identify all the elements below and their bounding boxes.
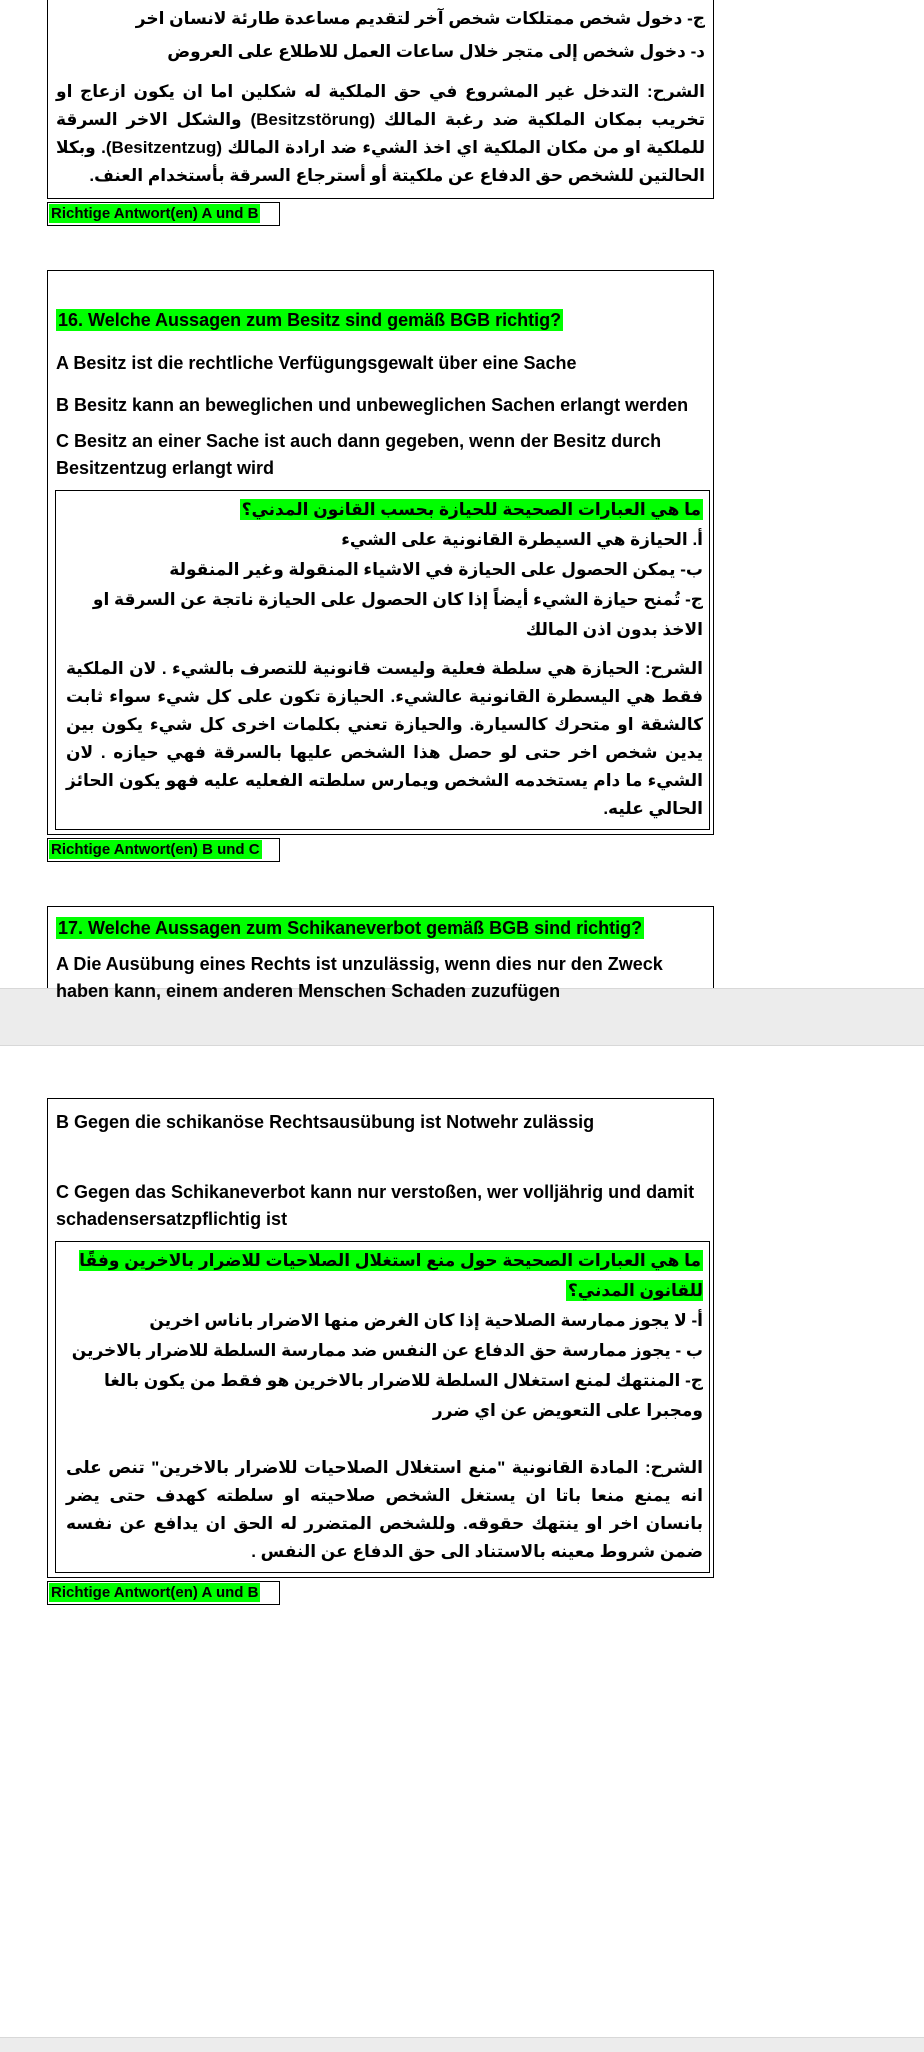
- q16-arabic-option-1: أ. الحيازة هي السيطرة القانونية على الشيء: [341, 530, 703, 549]
- q17-title-line: [48, 915, 713, 942]
- q17-explanation: الشرح: المادة القانونية "منع استغلال الصلاحيات للاضرار بالاخرين" تنص على انه يمنع منعا باتا ان يستغل الشخص صلاحيته او سلطته كهدف حتى يضر بانسان اخر او ينتهك حقوقه. وللشخص المتضرر له الحق ان يدافع عن نفسه ضمن شروط معينه بالاستناد الى حق الدفاع عن النفس .: [66, 1458, 703, 1561]
- document-page-1: [0, 0, 924, 1001]
- q15-correct-answer-label: Richtige Antwort(en) A und B: [51, 205, 259, 222]
- q16-arabic-question-line: [66, 495, 703, 525]
- q16-correct-answer-box: [47, 838, 280, 862]
- q15-arabic-option-d: د- دخول شخص إلى متجر خلال ساعات العمل للاطلاع على العروض: [167, 42, 705, 61]
- q16-option-c: C Besitz an einer Sache ist auch dann gegeben, wenn der Besitz durch Besitzentzug erlangt wird: [56, 431, 662, 478]
- q17-option-c: C Gegen das Schikaneverbot kann nur verstoßen, wer volljährig und damit schadensersatzpflichtig ist: [56, 1182, 695, 1229]
- question-15-arabic-section: [47, 0, 714, 199]
- q17-arabic-section: [55, 1241, 710, 1573]
- q15-arabic-option-c: ج- دخول شخص ممتلكات شخص آخر لتقديم مساعدة طارئة لانسان اخر: [135, 9, 705, 28]
- bottom-page-break-gap: [0, 2037, 924, 2052]
- q17-arabic-option-3: ج- المنتهك لمنع استغلال السلطة للاضرار بالاخرين هو فقط من يكون بالغا ومجبرا على التعويض عن اي ضرر: [103, 1371, 703, 1420]
- q16-option-a: A Besitz ist die rechtliche Verfügungsgewalt über eine Sache: [56, 353, 577, 373]
- page-1-content: [47, 0, 714, 1040]
- q17-title: 17. Welche Aussagen zum Schikaneverbot gemäß BGB sind richtig?: [58, 918, 643, 938]
- q17-correct-answer-box: [47, 1581, 280, 1605]
- q17-option-a: A Die Ausübung eines Rechts ist unzulässig, wenn dies nur den Zweck haben kann, einem anderen Menschen Schaden zuzufügen: [56, 954, 663, 1001]
- page-2-content: [47, 1098, 714, 1605]
- q15-correct-answer-box: [47, 202, 280, 226]
- question-17-continuation-box: [47, 1098, 714, 1578]
- q17-correct-answer-label: Richtige Antwort(en) A und B: [51, 1584, 259, 1601]
- q15-explanation: الشرح: التدخل غير المشروع في حق الملكية له شكلين اما ان يكون ازعاج او تخريب بمكان الملكية ضد رغبة المالك (Besitzstörung) والشكل الاخر السرقة للملكية او من مكان الملكية اي اخذ الشيء ضد ارادة المالك (Besitzentzug). وبكلا الحالتين للشخص حق الدفاع عن ملكيتة أو أسترجاع السرقة بأستخدام العنف.: [56, 82, 705, 185]
- q16-option-b: B Besitz kann an beweglichen und unbeweglichen Sachen erlangt werden: [56, 395, 689, 415]
- q16-title: 16. Welche Aussagen zum Besitz sind gemäß BGB richtig?: [58, 310, 562, 330]
- q16-arabic-section: [55, 490, 710, 830]
- q16-explanation: الشرح: الحيازة هي سلطة فعلية وليست قانونية للتصرف بالشيء . لان الملكية فقط هي اليسطرة القانونية عالشيء. الحيازة تكون على كل شيء سواء ثابت كالشقة او متحرك كالسيارة. والحيازة تعني بكلمات اخرى كل شيء يكون بين يدين شخص اخر حتى لو حصل هذا الشخص عليها بالسرقة فهي حيازه . لان الشيء ما دام يستخدمه الشخص ويمارس سلطته الفعليه عليه فهو يكون الحائز الحالي عليه.: [66, 659, 703, 818]
- question-16-box: [47, 270, 714, 835]
- q17-arabic-option-1: أ- لا يجوز ممارسة الصلاحية إذا كان الغرض منها الاضرار باناس اخرين: [149, 1311, 703, 1330]
- q16-correct-answer-label: Richtige Antwort(en) B und C: [51, 841, 260, 858]
- document-page-2: [0, 1098, 924, 2037]
- q16-title-line: [48, 307, 713, 334]
- q16-arabic-option-2: ب- يمكن الحصول على الحيازة في الاشياء المنقولة وغير المنقولة: [169, 560, 703, 579]
- q17-arabic-question: ما هي العبارات الصحيحة حول منع استغلال الصلاحيات للاضرار بالاخرين وفقًا للقانون المدني؟: [79, 1251, 703, 1300]
- q17-arabic-option-2: ب - يجوز ممارسة حق الدفاع عن النفس ضد ممارسة السلطة للاضرار بالاخرين: [71, 1341, 703, 1360]
- q17-option-b: B Gegen die schikanöse Rechtsausübung ist Notwehr zulässig: [56, 1112, 595, 1132]
- q16-arabic-question: ما هي العبارات الصحيحة للحيازة بحسب القانون المدني؟: [241, 500, 701, 519]
- q16-arabic-option-3: ج- تُمنح حيازة الشيء أيضاً إذا كان الحصول على الحيازة ناتجة عن السرقة او الاخذ بدون اذن المالك: [92, 590, 703, 639]
- q17-arabic-question-line: [66, 1246, 703, 1306]
